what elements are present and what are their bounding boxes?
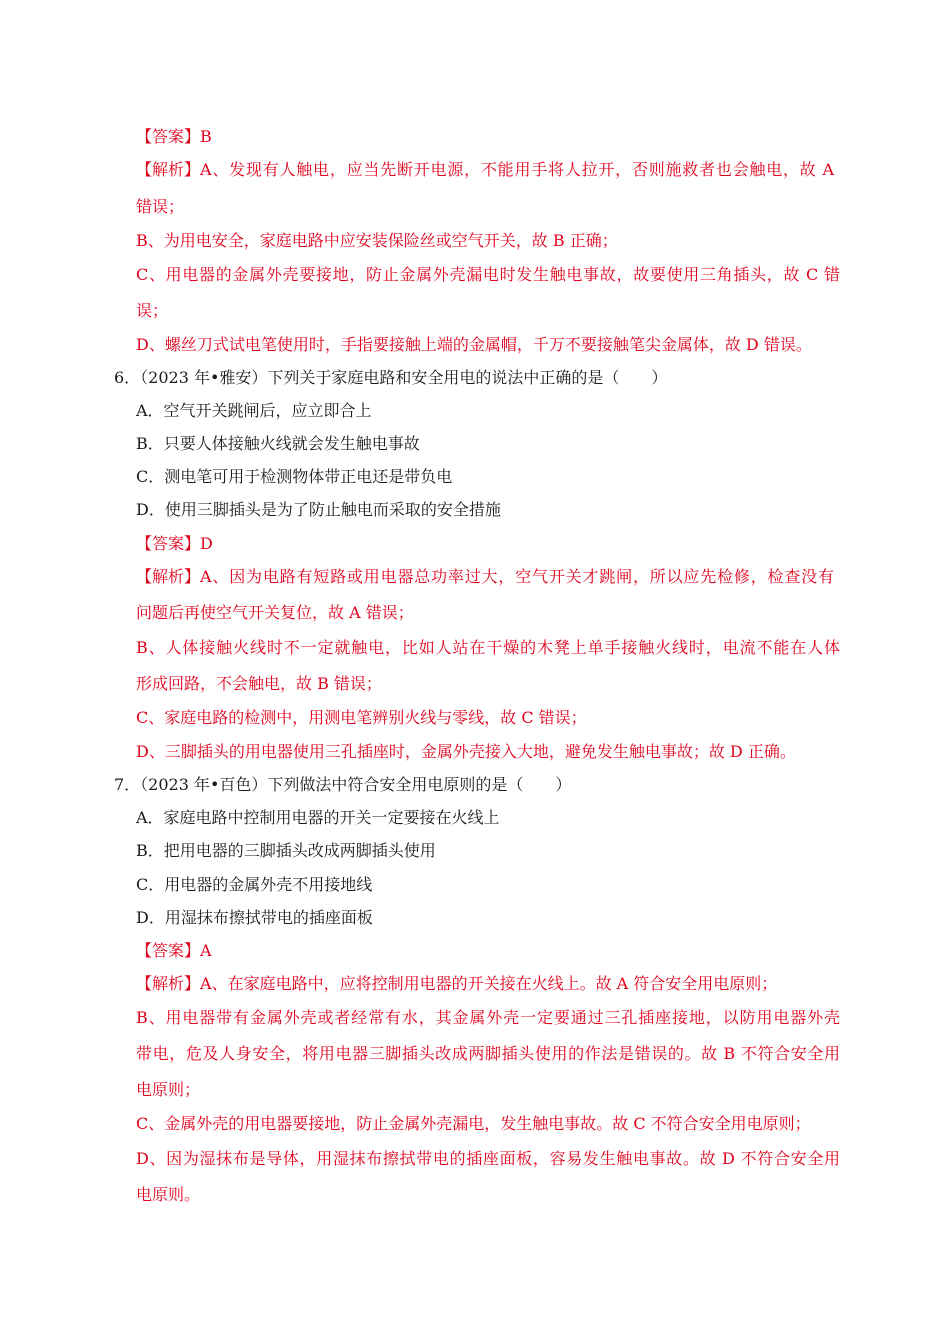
q7-analysis-line-5: C、金属外壳的用电器要接地，防止金属外壳漏电，发生触电事故。故 C 不符合安全用电原则； bbox=[136, 1114, 811, 1133]
q6-analysis-line-2: 问题后再使空气开关复位，故 A 错误； bbox=[136, 603, 414, 622]
answer-tag: 【答案】 bbox=[136, 941, 201, 960]
q6-analysis-line-3: B、人体接触火线时不一定就触电，比如人站在干燥的木凳上单手接触火线时，电流不能在人体 bbox=[136, 638, 840, 657]
q6-analysis-line-6: D、三脚插头的用电器使用三孔插座时，金属外壳接入大地，避免发生触电事故；故 D 正确。 bbox=[136, 742, 796, 761]
q7-analysis-line-2: B、用电器带有金属外壳或者经常有水，其金属外壳一定要通过三孔插座接地，以防用电器外壳 bbox=[136, 1008, 840, 1027]
q5-answer bbox=[136, 127, 212, 147]
q7-option-a: A．家庭电路中控制用电器的开关一定要接在火线上 bbox=[136, 808, 500, 827]
q5-analysis-line-4: C、用电器的金属外壳要接地，防止金属外壳漏电时发生触电事故，故要使用三角插头，故 C 错 bbox=[136, 265, 840, 284]
answer-value: D bbox=[200, 534, 213, 553]
q7-option-d: D．用湿抹布擦拭带电的插座面板 bbox=[136, 908, 373, 927]
q7-analysis-line-6: D、因为湿抹布是导体，用湿抹布擦拭带电的插座面板，容易发生触电事故。故 D 不符合安全用 bbox=[136, 1149, 840, 1168]
q7-analysis-line-1 bbox=[136, 974, 777, 994]
analysis-text: A、因为电路有短路或用电器总功率过大，空气开关才跳闸，所以应先检修，检查没有 bbox=[200, 567, 835, 586]
analysis-tag: 【解析】 bbox=[136, 974, 201, 993]
analysis-tag: 【解析】 bbox=[136, 160, 201, 179]
q7-answer bbox=[136, 941, 212, 961]
q6-option-c: C．测电笔可用于检测物体带正电还是带负电 bbox=[136, 467, 453, 486]
q7-stem: 7．（2023 年•百色）下列做法中符合安全用电原则的是（ ） bbox=[114, 775, 572, 794]
q6-analysis-line-1 bbox=[136, 567, 834, 587]
answer-tag: 【答案】 bbox=[136, 534, 201, 553]
q5-analysis-line-2: 错误； bbox=[136, 197, 185, 216]
q7-analysis-line-7: 电原则。 bbox=[136, 1185, 201, 1204]
q7-option-b: B．把用电器的三脚插头改成两脚插头使用 bbox=[136, 841, 436, 860]
q6-answer bbox=[136, 534, 213, 554]
q6-stem: 6．（2023 年•雅安）下列关于家庭电路和安全用电的说法中正确的是（ ） bbox=[114, 368, 668, 387]
answer-value: A bbox=[200, 941, 212, 960]
q5-analysis-line-6: D、螺丝刀式试电笔使用时，手指要接触上端的金属帽，千万不要接触笔尖金属体，故 D 错误。 bbox=[136, 335, 812, 354]
q5-analysis-line-1 bbox=[136, 160, 834, 180]
q6-option-b: B．只要人体接触火线就会发生触电事故 bbox=[136, 434, 420, 453]
answer-value: B bbox=[200, 127, 212, 146]
q5-analysis-line-3: B、为用电安全，家庭电路中应安装保险丝或空气开关，故 B 正确； bbox=[136, 231, 618, 250]
q6-option-d: D．使用三脚插头是为了防止触电而采取的安全措施 bbox=[136, 500, 501, 519]
analysis-text: A、发现有人触电，应当先断开电源，不能用手将人拉开，否则施救者也会触电，故 A bbox=[200, 160, 835, 179]
q6-analysis-line-4: 形成回路，不会触电，故 B 错误； bbox=[136, 674, 382, 693]
q7-analysis-line-3: 带电，危及人身安全，将用电器三脚插头改成两脚插头使用的作法是错误的。故 B 不符合安全用 bbox=[136, 1044, 840, 1063]
analysis-tag: 【解析】 bbox=[136, 567, 201, 586]
answer-tag: 【答案】 bbox=[136, 127, 201, 146]
q7-option-c: C．用电器的金属外壳不用接地线 bbox=[136, 875, 373, 894]
q6-option-a: A．空气开关跳闸后，应立即合上 bbox=[136, 401, 372, 420]
q5-analysis-line-5: 误； bbox=[136, 301, 169, 320]
q6-analysis-line-5: C、家庭电路的检测中，用测电笔辨别火线与零线，故 C 错误； bbox=[136, 708, 587, 727]
q7-analysis-line-4: 电原则； bbox=[136, 1080, 201, 1099]
analysis-text: A、在家庭电路中，应将控制用电器的开关接在火线上。故 A 符合安全用电原则； bbox=[200, 974, 778, 993]
